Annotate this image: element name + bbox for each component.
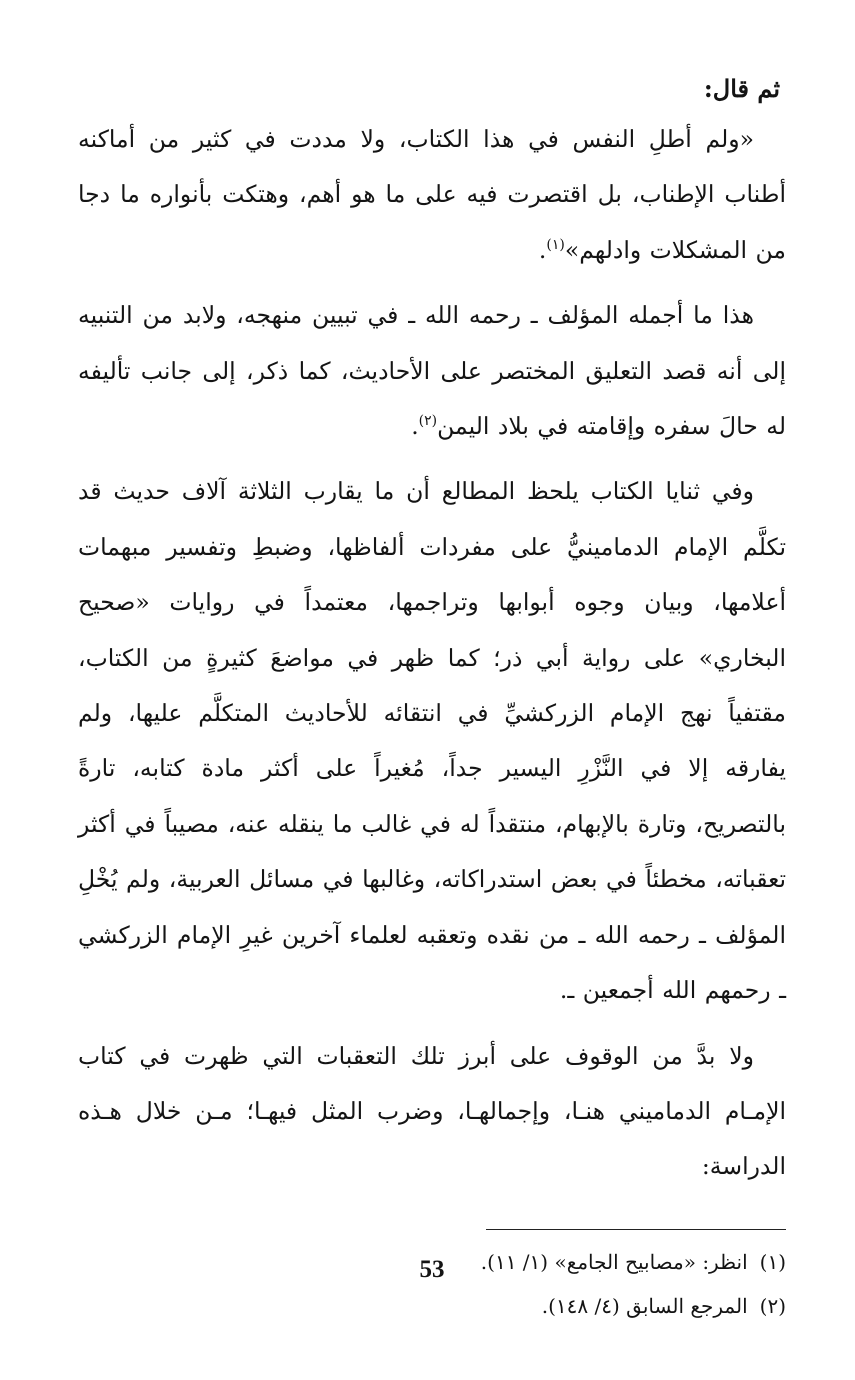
quote-paragraph: [78, 112, 786, 278]
paragraph-tail: .: [411, 412, 419, 441]
footnote-ref-2[interactable]: (٢): [418, 413, 438, 430]
paragraph-text: وفي ثنايا الكتاب يلحظ المطالع أن ما يقارب الثلاثة آلاف حديث قد تكلَّم الإمام الدمامينيُّ على مفردات ألفاظها، وضبطِ وتفسير مبهمات أعلامها، وبيان وجوه أبوابها وتراجمها، معتمداً في روايات «صحيح البخاري» على رواية أبي ذر؛ كما ظهر في مواضعَ كثيرةٍ من الكتاب، مقتفياً نهج الإمام الزركشيِّ في انتقائه للأحاديث المتكلَّم عليها، ولم يفارقه إلا في النَّزْرِ اليسير جداً، مُغيراً على أكثر مادة كتابه، تارةً بالتصريح، وتارة بالإبهام، منتقداً له في غالب ما ينقله عنه، مصيباً في أكثر تعقباته، مخطئاً في بعض استدراكاته، وغالبها في مسائل العربية، ولم يُخْلِ المؤلف ـ رحمه الله ـ من نقده وتعقبه لعلماء آخرين غيرِ الإمام الزركشي ـ رحمهم الله أجمعين ـ.: [78, 477, 786, 1005]
footnote-number: (١): [759, 1249, 786, 1274]
paragraph-text: «ولم أطلِ النفس في هذا الكتاب، ولا مددت في كثير من أماكنه أطناب الإطناب، بل اقتصرت فيه على ما هو أهم، وهتكت بأنواره ما دجا من المشكلات وادلهم»: [78, 125, 786, 264]
footnote-text: انظر: «مصابيح الجامع» (١/ ١١).: [480, 1249, 748, 1274]
page-number: 53: [419, 1256, 445, 1283]
section-heading: ثم قال:: [703, 74, 780, 103]
book-page: [78, 66, 786, 1356]
footnote-number: (٢): [759, 1293, 786, 1318]
footnote-text: المرجع السابق (٤/ ١٤٨).: [541, 1293, 748, 1318]
conclusion-paragraph: [78, 1029, 786, 1195]
footnote-divider: [486, 1229, 786, 1230]
paragraph-tail: .: [538, 235, 547, 264]
footnote-ref-1[interactable]: (١): [546, 236, 565, 253]
paragraph-text: ولا بدَّ من الوقوف على أبرز تلك التعقبات التي ظهرت في كتاب الإمـام الدماميني هنـا، وإجمالهـا، وضرب المثل فيهـا؛ مـن خلال هـذه الدراسة:: [78, 1041, 786, 1181]
analysis-paragraph: [78, 464, 786, 1018]
footnote-2: [78, 1284, 786, 1328]
paragraph-text: هذا ما أجمله المؤلف ـ رحمه الله ـ في تبيين منهجه، ولابد من التنبيه إلى أنه قصد التعليق المختصر على الأحاديث، كما ذكر، إلى جانب تأليفه له حالَ سفره وإقامته في بلاد اليمن: [78, 301, 786, 441]
method-paragraph: [78, 288, 786, 454]
